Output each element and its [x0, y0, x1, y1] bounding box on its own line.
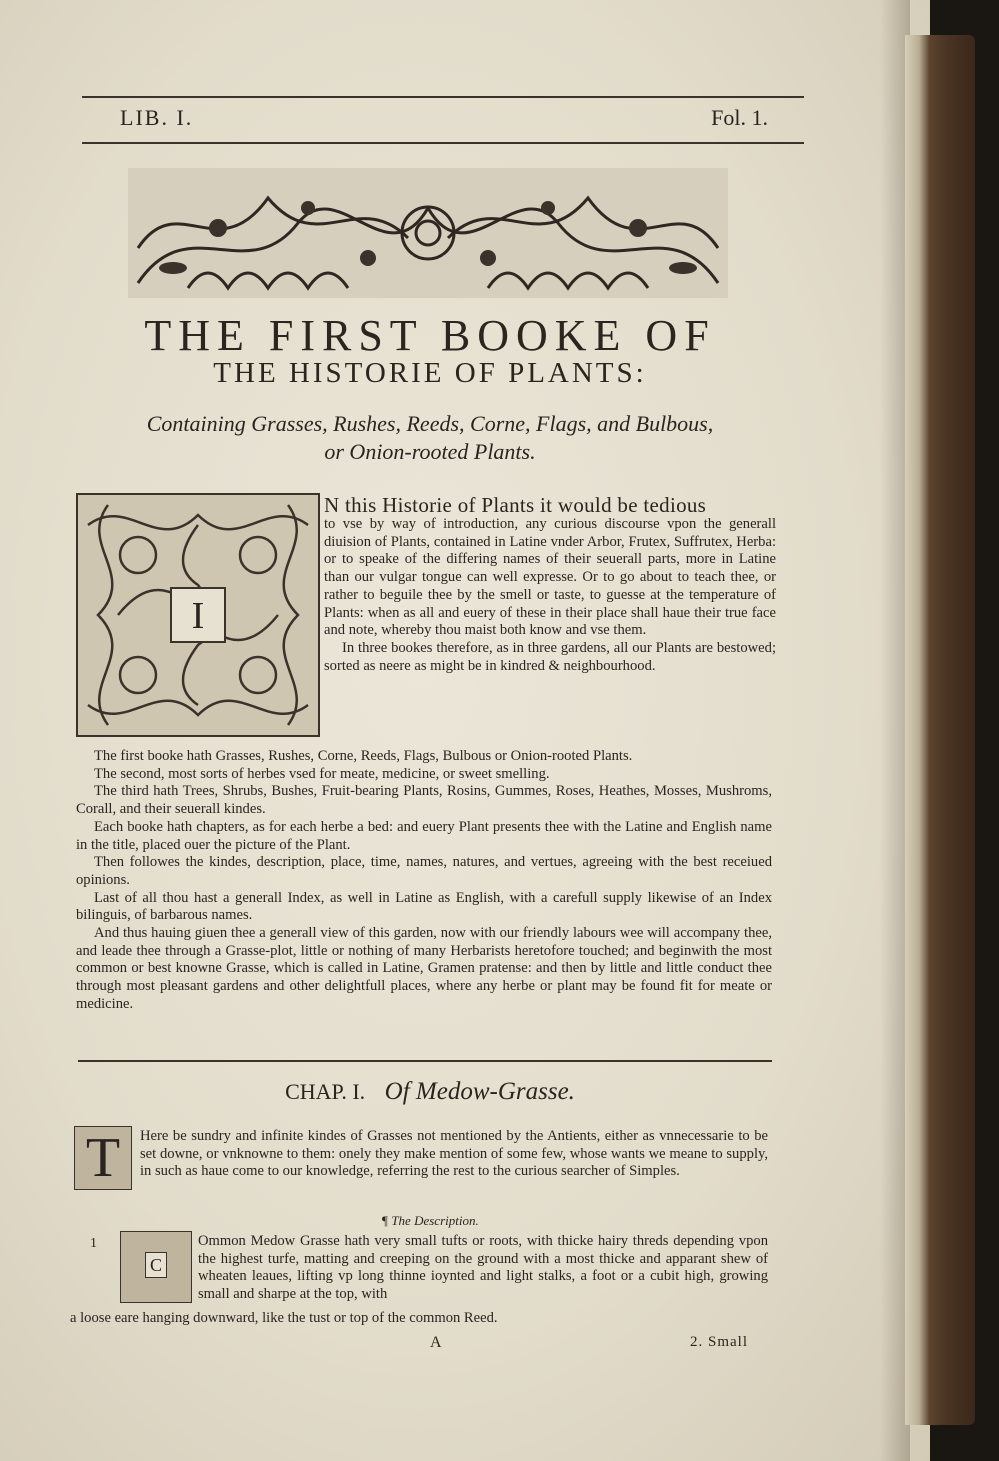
chapter-initial: T: [74, 1126, 132, 1190]
body-text: [76, 748, 772, 1014]
intro-paragraph-2: In three bookes therefore, as in three gardens, all our Plants are bestowed; sorted as neere as might be in kindred & neighbourhood.: [324, 639, 776, 674]
section-divider: [78, 1060, 772, 1062]
signature-mark: A: [430, 1334, 442, 1351]
ornamental-initial: [76, 493, 320, 737]
initial-ornament: [78, 495, 318, 735]
description-text: Ommon Medow Grasse hath very small tufts or roots, with thicke hairy threds depending vpon the highest turfe, matting and creeping on the ground with a most thicke and apparant shew of wheaten leaues, lifting vp long thinne ioynted and light stalks, a foot or a cubit high, growing small and sharpe at the top, with: [198, 1233, 768, 1303]
body-paragraph: The first booke hath Grasses, Rushes, Corne, Reeds, Flags, Bulbous or Onion-rooted Plants.: [94, 748, 633, 764]
book-edge: [905, 35, 975, 1425]
body-paragraph: Then followes the kindes, description, place, time, names, natures, and vertues, agreeing with the best receiued opinions.: [76, 854, 772, 888]
initial-letter: I: [191, 595, 205, 637]
chapter-heading: [0, 1078, 860, 1106]
book-subtitle: [0, 410, 860, 466]
subtitle-line1: Containing Grasses, Rushes, Reeds, Corne, Flags, and Bulbous,: [146, 411, 714, 436]
chapter-intro: Here be sundry and infinite kindes of Grasses not mentioned by the Antients, either as vnnecessarie to be set downe, or vnknowne to them: onely they make mention of some few, whose wants we meane to supply, in such as haue come to our knowledge, referring the rest to the curious searcher of Simples.: [140, 1128, 768, 1180]
body-paragraph: Last of all thou hast a generall Index, as well in Latine as English, with a carefull supply likewise of an Index bilinguis, of barbarous names.: [76, 889, 772, 924]
body-paragraph: Each booke hath chapters, as for each herbe a bed: and euery Plant presents thee with the Latine and English name in the title, placed ouer the picture of the Plant.: [76, 818, 772, 853]
chapter-title: Of Medow-Grasse.: [384, 1078, 575, 1105]
body-paragraph: The second, most sorts of herbes vsed for meate, medicine, or sweet smelling.: [94, 765, 550, 782]
intro-paragraph-1: to vse by way of introduction, any curious discourse vpon the generall diuision of Plants, contained in Latine vnder Arbor, Frutex, Suffrutex, Herba: or to speake of the differing names of their seuerall parts, more in Latine than our vulgar tongue can well expresse. Or to go about to teach thee, or rather to beguile thee by the smell or taste, to guesse at the temperature of Plants: when as all and euery of these in their place shall haue their true face and note, whereby thou maist both know and vse them.: [324, 516, 776, 639]
running-head-left: LIB. I.: [120, 105, 194, 130]
running-head: [82, 96, 804, 144]
book-title-line2: THE HISTORIE OF PLANTS:: [213, 357, 647, 389]
book-title: THE FIRST BOOKE OF: [144, 311, 716, 360]
intro-text: [324, 494, 776, 675]
running-head-right: Fol. 1.: [711, 105, 768, 130]
description-text-tail: a loose eare hanging downward, like the tust or top of the common Reed.: [70, 1310, 498, 1326]
decorative-headpiece: [128, 168, 728, 298]
body-paragraph: The third hath Trees, Shrubs, Bushes, Fruit-bearing Plants, Rosins, Gummes, Roses, Heathes, Mosses, Mushroms, Corall, and their seuerall kindes.: [76, 783, 772, 818]
intro-first-line: N this Historie of Plants it would be tedious: [324, 493, 707, 517]
description-initial: C: [145, 1252, 167, 1278]
chapter-label: CHAP. I.: [285, 1079, 366, 1104]
description-heading: ¶ The Description.: [381, 1213, 479, 1228]
body-paragraph: And thus hauing giuen thee a generall view of this garden, now with our friendly labours wee will accompany thee, and leade thee through a Grasse-plot, little or nothing of many Herbarists heretofore touched; and beginwith the most common or best knowne Grasse, which is called in Latine, Gramen pratense: and then by little and little conduct thee through most pleasant gardens and other delightfull places, where any herbe or plant may be found fit for meate or medicine.: [76, 925, 772, 1012]
item-number: 1: [90, 1236, 97, 1251]
subtitle-line2: or Onion-rooted Plants.: [324, 439, 536, 464]
catchword: 2. Small: [690, 1334, 749, 1350]
description-initial-box: [120, 1231, 192, 1303]
